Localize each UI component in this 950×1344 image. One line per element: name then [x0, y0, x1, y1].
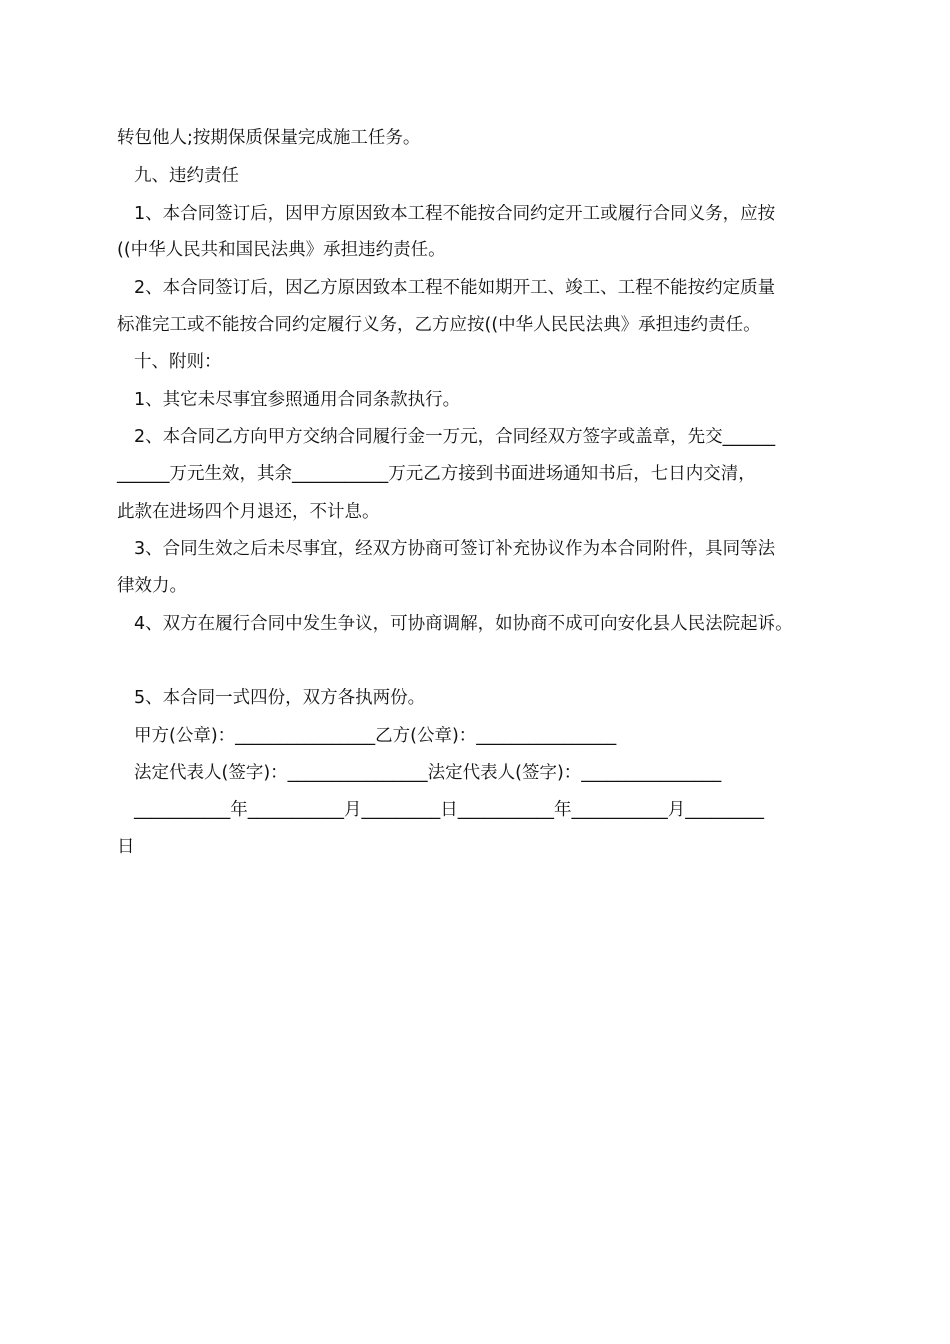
section-heading-supplementary: 十、附则：: [134, 352, 222, 372]
paragraph-line: 5、本合同一式四份，双方各执两份。: [134, 688, 426, 708]
paragraph-line: 4、双方在履行合同中发生争议，可协商调解，如协商不成可向安化县人民法院起诉。: [134, 614, 793, 634]
signature-line-seals: 甲方(公章)：________________乙方(公章)：________________: [134, 726, 617, 746]
paragraph-line: 2、本合同乙方向甲方交纳合同履行金一万元，合同经双方签字或盖章，先交______: [134, 427, 776, 447]
paragraph-line: ((中华人民共和国民法典》承担违约责任。: [117, 240, 446, 260]
signature-line-representatives: 法定代表人(签字)：________________法定代表人(签字)：________________: [134, 763, 722, 783]
paragraph-line: 标准完工或不能按合同约定履行义务，乙方应按((中华人民民法典》承担违约责任。: [117, 315, 761, 335]
signature-line-dates-end: 日: [117, 837, 135, 857]
paragraph-line: 1、其它未尽事宜参照通用合同条款执行。: [134, 390, 461, 410]
paragraph-line: 转包他人;按期保质保量完成施工任务。: [117, 128, 421, 148]
paragraph-line: 律效力。: [117, 576, 187, 596]
paragraph-line: 此款在进场四个月退还，不计息。: [117, 502, 380, 522]
paragraph-line: 3、合同生效之后未尽事宜，经双方协商可签订补充协议作为本合同附件，具同等法: [134, 539, 776, 559]
paragraph-line: 2、本合同签订后，因乙方原因致本工程不能如期开工、竣工、工程不能按约定质量: [134, 278, 776, 298]
paragraph-line: ______万元生效，其余___________万元乙方接到书面进场通知书后，七日内交清，: [117, 464, 756, 484]
signature-line-dates: ___________年___________月_________日___________年___________月_________: [134, 800, 764, 820]
section-heading-breach: 九、违约责任: [134, 166, 239, 186]
paragraph-line: 1、本合同签订后，因甲方原因致本工程不能按合同约定开工或履行合同义务，应按: [134, 204, 776, 224]
